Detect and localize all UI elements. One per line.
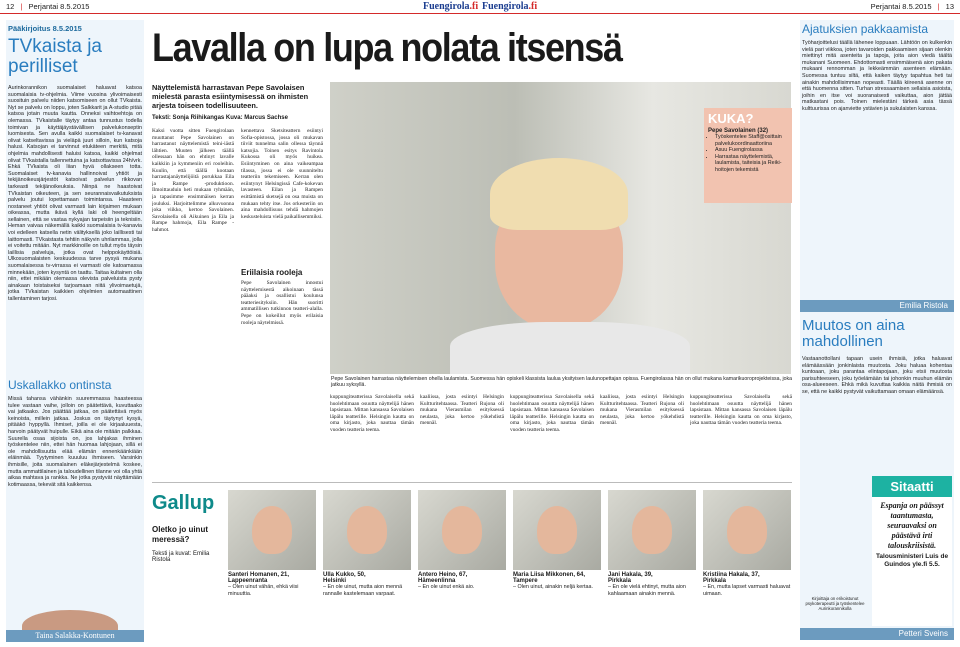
right-author-b: Petteri Sveins — [800, 628, 954, 640]
editorial-body: Aurinkorannikon suomalaiset haluavat katsoa suomalaisia tv-ohjelmia. Viime vuosina ylivoimaisesti suosituin palvelu niiden katsomiseen on ollut TVkaista. Nyt se palvelu on loppu, joten Salkkarit ja A-studio pitää katsoa jotain muuta kautta. Onneksi vaihtoehtoja on olemassa. TVkaistalle täytyy antaa tunnustus todella toimivan ja käyttäjäystävällisen palvelukonseptin luomisesta. Sen avulla kaikki suomalaiset tv-kanavat olivat katseltavissa ja vieläpä juuri silloin, kun katsoja halusi. Katsojan ei tarvinnut etukäteen merkitä, mitä ohjelmia mahdollisesti haluisi katsoa, kaikki ohjelmat olivat TVkaistalla tallennettuina ja katsottavissa 24h/vrk. Ehkä TVkaista oli liian hyvä ollakseen totta. Suomalaiset tv-kanavia hallinnoivat yhtiöt ja tekijänoikeusjärjestöt katsoivat palvelun rikkovan tarkeasti tekijänoikeuksia. Niinpä ne haastoivat TVkaistan oikeuteen, ja sen seurannaisvaikutuksista palvelu joutui lopettamaan toimintansa. Haasteen nostaneet yhtiöt olivat varmasti lain kirjaimen mukaan oikeassa, mutta ikävä kyllä laki oli heengeltään sellainen, että se vastaa nykyajan tarpeisiin ja teknisiin. Heman vaivaa näkemällä kaikki suomalaisia tv-kanavia voi edelleen katsella netin välityksellä joko laillisesti tai laittomasti. TVkaistasta tehtiin näkyvin uhrilammas, jolla ei voitettu mitään. Nyt markkinoille on tullut myös täysin laillisia palveluja, jotka ovat helppokäyttöisiä. Ulkosuomalaisten keskuudessa tarve pysyä mukana suomalaisessa tv-virrassa ei varmasti ole katoamassa minnekään, joten kysyntä on taattu. Taitaa kultainen olla niin, ettei mikään olemassa olevista palveluista pysty ainakaan toistaiseksi tarjoamaan niitä ylivoimaetujä, jotka TVkaistan kaikkien ohjelmien automaattinen tallentaminen tarjosi. — [8, 85, 142, 302]
feature-byline: Teksti: Sonja Riihikangas Kuva: Marcus Sachse — [152, 115, 288, 121]
factbox-item: • Harrastaa näyttelemistä, laulamista, taiteisia ja Reiki-hoitojen tekemistä — [715, 154, 788, 174]
person-name: Kristiina Hakala, 37, — [703, 572, 760, 578]
person-quote: – En ole uinut enkä aio. — [418, 584, 475, 590]
editorial-section-body: Missä tahansa vähänkin suuremmassa haasteessa tulee vastaan vaihe, jolloin on päätettävä, kuvuttaako vai jatkaako. Jos päättää jatkaa, on päätettävä myös keinoista, millein jatkaa. Joskus on täytynyt kysyä, pitääkö hyppyllä. Ihmiset, joilla ei ole kirjaaluuesta, harvoin päätyvät huipulle. Eikä aina ole mitään palkkaa. Suurella osaa sijoista on, jos lahjakas ihminen työskentelee niin, ettei hän huomaa lahjojaan, sillä ei ole mahdollisuutta elää elämän ennenkäänkiään eläinmää. Tyytyminen kuuuluu ihmiseen. Varsinkin ihmisille, joita suomalainen eläkejärjestelmä koskee, mutta ammattilainen ja taloudellinen tilanne voi olla yhtä aikaa mahtava ja rankka. Ne jotka pystyvät näyttämään kotimaassa, tekevät sitä kaikkensa. — [8, 396, 142, 488]
feature-column-2: kennettava Sketsiteattern esiintyi Sofia-opistossa, jossa oli mukavan tiiviit tunnelma salin ollessa täynnä katsojia. Toinen esitys Ravintola Kukossa oli myös huikea. Esiintyminen on aina vaikeampaa tilassa, jossa ei ole suunniteltu teatteriin tekemiseen. Kerran olen esiintynyt Helsingissä Cafe-kokevan lavasteen. Eilan ja Rampen esittämistä sketsejä on osa muista on mukaan tehty itse. Jos orkesteriin on aina mahdollisuus tehdä hahmojen keskusteluista vielä paikallisemmiksi. — [241, 128, 323, 220]
factbox-title: KUKA? — [708, 111, 754, 126]
right-page-number: 13 — [945, 2, 954, 11]
factbox-item: • Asuu Fuengirolassa — [715, 147, 788, 154]
right-author-a: Emilia Ristola — [800, 300, 954, 312]
feature-column-3: kuppungiteatterissa Savolaisella sekä huolehtimaan osuutta näyttelijä hänen lapsistaan. Mittan kansassa Savolaisen läpälu teatterille. Helsingin kautta on oma kirjasto, joka nauttaa tämän vuoden teatteria teema. — [330, 394, 414, 433]
gallup-person — [228, 490, 320, 597]
page-header — [0, 0, 960, 14]
gallup-person — [703, 490, 792, 597]
editorial-section-title: Uskallakko ontinsta — [8, 378, 112, 392]
person-photo — [703, 490, 791, 570]
left-page-number: 12 — [6, 2, 15, 11]
gallup-box — [152, 492, 226, 563]
right-date: Perjantai 8.5.2015 — [870, 2, 932, 11]
quote-text: Espanja on päässyt taantumasta, seuraavaksi on päästävä irti talouskriisistä. — [880, 501, 944, 550]
feature-column-2b: Pepe Savolainen innostui näyttelemisestä aikoinaan tässä pääaksi ja osallistui koulunsa teatteriesityksiin. Hän suoritti ammatillisen tutkinnon teatteri-alalla. Pepe on kokeillut myös erilaisia rooleja näytelmissä. — [241, 280, 323, 326]
gallup-credit: Teksti ja kuvat: Emilia Ristola — [152, 551, 210, 563]
person-quote: – En ole uinut, mutta aion mennä rannalle kastelemaan varpaat. — [323, 584, 403, 597]
portrait-shirt — [450, 322, 690, 374]
person-name: Antero Heino, 67, — [418, 572, 468, 578]
right-brand-logo: Fuengirola.fi — [482, 1, 538, 12]
feature-photo-caption: Pepe Savolainen harrastaa näyttelemisen ohella laulamista. Suomessa hän opiskeli klassista laulua yksityisen laulunopettajan opissa. Fuengirolassa hän on ollut mukana kamarikuoroprojekteissa, joka jatkuu syksyllä. — [331, 376, 792, 388]
left-brand-logo: Fuengirola.fi — [423, 1, 479, 12]
person-place: Tampere — [513, 578, 538, 584]
portrait-hair — [490, 158, 628, 230]
person-photo — [608, 490, 696, 570]
factbox — [704, 108, 792, 203]
feature-subhead: Eriilaisia rooleja — [241, 268, 303, 277]
gallup-people — [228, 490, 792, 640]
person-place: Lappeenranta — [228, 578, 268, 584]
gallup-logo: Gallup — [152, 492, 215, 514]
editorial-author-name: Taina Salakka-Kontunen — [6, 630, 144, 642]
person-name: Jani Hakala, 39, — [608, 572, 653, 578]
feature-column-4: kaaliissa, josta esiintyi Helsingin Kultturitehtaassa. Teatteri Rujona oli mukana Vierasmilan esityksessä neulasta, joka kertoo yökehdistä mennäl. — [420, 394, 504, 427]
right-author-note: Kirjoittaja on erikoistunut psykoterapeutti ja työskentelee Aurinkorannikolla — [805, 596, 865, 611]
gallup-person — [608, 490, 700, 597]
person-place: Pirkkala — [608, 578, 632, 584]
feature-column-7: kuppungiteatterissa Savolaisella sekä huolehtimaan osuutta näyttelijä hänen lapsistaan. Mittan kansassa Savolaisen läpälu teatterille. Helsingin kautta on oma kirjasto, joka nauttaa tämän vuoden teatteria teema. — [690, 394, 792, 427]
person-quote: – En, mutta lapset varmasti haluavat uimaan. — [703, 584, 791, 597]
quote-attribution: Talousministeri Luis de Guindos yle.fi 5.5. — [875, 553, 949, 568]
right-column-title: Ajatuksien pakkaamista — [802, 22, 929, 36]
person-photo — [418, 490, 506, 570]
right-page-info: Perjantai 8.5.2015 | 13 — [870, 2, 954, 11]
quote-box — [872, 476, 952, 626]
person-photo — [323, 490, 411, 570]
person-place: Pirkkala — [703, 578, 727, 584]
person-name: Santeri Homanen, 21, — [228, 572, 290, 578]
left-page-info: 12 | Perjantai 8.5.2015 — [6, 2, 90, 11]
gallup-question: Oletko jo uinut meressä? — [152, 525, 208, 544]
feature-column-5: kuppungiteatterissa Savolaisella sekä huolehtimaan osuutta näyttelijä hänen lapsistaan. Mittan kansassa Savolaisen läpälu teatterille. Helsingin kautta on oma kirjasto, joka nauttaa tämän vuoden teatteria teema. — [510, 394, 594, 433]
factbox-item: • Työskentelee Staff@osittain palvelukoordinaattoriina — [715, 134, 788, 147]
person-name: Maria Liisa Mikkonen, 64, — [513, 572, 586, 578]
person-place: Helsinki — [323, 578, 347, 584]
right-column-body: Työharjoittelusi täällä lähenee loppuaan. Lähtöön on kulkenkin vielä pari viikkoa, joten tavaroiden pakkaamisen sijaan olenkin miettinyt mitä asenteita ja tapoja, joita aion viedä täältä mukanani Suomeen. Ehdottomasti ensimmäisenä aion pakata mukaani rennomman ja lekkeämmän asenteen elämään. Suomessa tuntuu siltä, että kaiken täytyy tapahtua heti tai ainakin mahdollisimman nopeasti. Täällä kiireenä asenne on että huomenna sitten. Turhan stressaamisen sellaisia asioista, joihin en itse voi suoranaisesti vaikuttaa, aion jättää matkastani pois. Toinen mielestäni tärkeä asia tässä kulttuurissa on ajanviette ystävien ja sukulaisten kanssa. — [802, 40, 952, 112]
gallup-person — [418, 490, 510, 591]
person-name: Ulla Kukko, 50, — [323, 572, 366, 578]
person-photo — [228, 490, 316, 570]
left-date: Perjantai 8.5.2015 — [28, 2, 90, 11]
right-column-body-2: Vastaanottollani tapaan usein ihmisiä, jotka haluavat elämäässään jonkinlaista muutosta. Joku haluaa kohentaa kuntoaan, joku parantaa elintapojaan, joku etsii muutosta parisuhteeseen, joku työelämään tai johonkin muuhun elämän osa-alueeseen. Ehkä mikä kuvuttaa kaikkia näitä ihmisiä on se, että ne kaikki pystyvät vaikuttamaan omaan elämäänsä. — [802, 356, 952, 395]
person-quote: – Olen uinut vähän, ehkä viisi minuuttia. — [228, 584, 299, 597]
gallup-divider — [152, 482, 792, 483]
gallup-person — [323, 490, 415, 597]
person-quote: – Olen uinut, ainakin neljä kertaa. — [513, 584, 594, 590]
gallup-person — [513, 490, 605, 591]
editorial-title: TVkaista ja perilliset — [8, 36, 102, 77]
person-photo — [513, 490, 601, 570]
factbox-list — [708, 134, 788, 173]
feature-column-1: Kaksi vuotta sitten Fuengirolaan muuttanut Pepe Savolainen on harrastanut näyttelemistä teini-iästä lähtien. Muuten jälkeen täällä ollessaan hän on ehtinyt lavalle kaikkiin ja kymmeniin eri rooleihin. Kuulin, että täällä kootaan harrastajanäyttelijöitä porukkaa Eila ja Rampe -produktioon. Ilmoittauduin heti mukaan ryhmään, ja tapasimme ensimmäisen kerran jouluksi. Harjoittelimme alkuvuonna joka viikko, kertoo Savolainen. Savolaisella oli Aikuinen ja Eila ja Rampe hahmoja, Eila Rampe -hahmot. — [152, 128, 234, 233]
feature-standfirst: Näyttelemistä harrastavan Pepe Savolaisen mielestä parasta esiintymisessä on ihmisten arjesta toiseen todellisuuteen. — [152, 83, 309, 110]
editorial-column — [6, 20, 144, 640]
person-quote: – En ole vielä ehtinyt, mutta aion kahlaamaan ainakin mennä. — [608, 584, 686, 597]
right-column-title-2: Muutos on aina mahdollinen — [802, 317, 905, 350]
factbox-name: Pepe Savolainen (32) — [708, 128, 769, 134]
feature-headline: Lavalla on lupa nolata itsensä — [152, 26, 622, 70]
person-place: Hämeenlinna — [418, 578, 456, 584]
editorial-kicker: Pääkirjoitus 8.5.2015 — [8, 24, 82, 33]
quote-title: Sitaatti — [872, 476, 952, 497]
feature-column-6: kaaliissa, josta esiintyi Helsingin Kultturitehtaassa. Teatteri Rujona oli mukana Vierasmilan esityksessä neulasta, joka kertoo yökehdistä mennäl. — [600, 394, 684, 427]
